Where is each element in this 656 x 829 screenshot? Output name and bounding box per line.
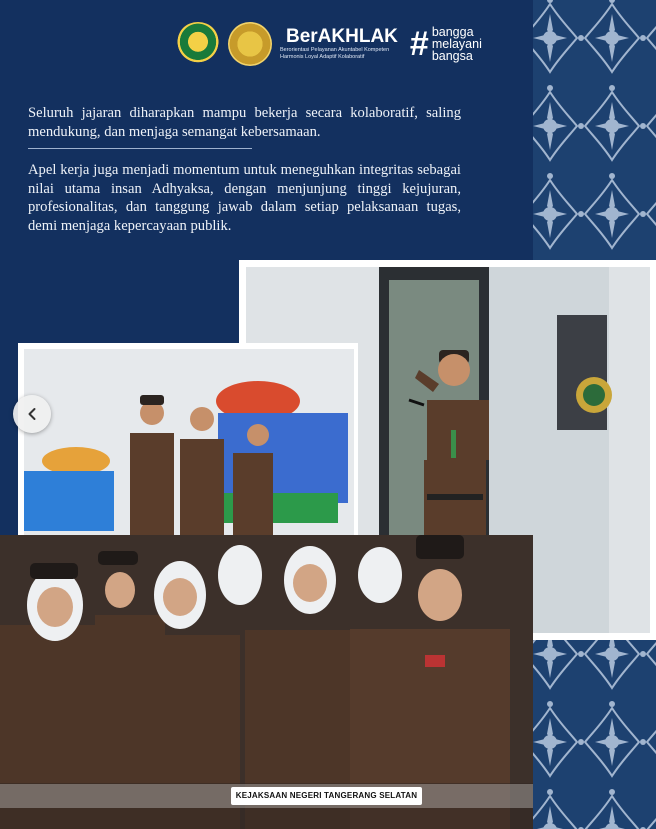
photo-officers-flowers (18, 343, 358, 561)
kejaksaan-logo (176, 22, 220, 66)
chevron-left-icon (24, 406, 40, 422)
bangga-line-1: bangga (431, 25, 474, 39)
bangga-line-3: bangsa (431, 49, 473, 63)
carousel-prev-button[interactable] (13, 395, 51, 433)
paragraph-kolaboratif: Seluruh jajaran diharapkan mampu bekerja secara kolaboratif, saling mendukung, dan menjaga semangat kebersamaan. (28, 105, 461, 140)
ahli-logo (228, 22, 272, 66)
berakhlak-title: BerAKHLAK (286, 26, 398, 47)
divider (28, 148, 252, 149)
header-logos (176, 20, 482, 68)
berakhlak-subtitle: Berorientasi Pelayanan Akuntabel Kompeten Harmonis Loyal Adaptif Kolaboratif (280, 47, 390, 60)
paragraph-integritas: Apel kerja juga menjadi momentum untuk meneguhkan integritas sebagai nilai utama insan Adhyaksa, dengan menjunjung tinggi kejujuran, profesionalitas, dan tanggung jawab dalam setiap pelaksanaan tugas, demi menjaga kepercayaan publik. (28, 162, 461, 234)
berakhlak-logo (280, 27, 398, 61)
bangga-line-2: melayani (431, 37, 482, 51)
caption-label: KEJAKSAAN NEGERI TAN⁠GERANG SELATAN (231, 787, 422, 805)
hash-icon: # (409, 25, 429, 63)
bangga-melayani-logo (410, 26, 482, 62)
